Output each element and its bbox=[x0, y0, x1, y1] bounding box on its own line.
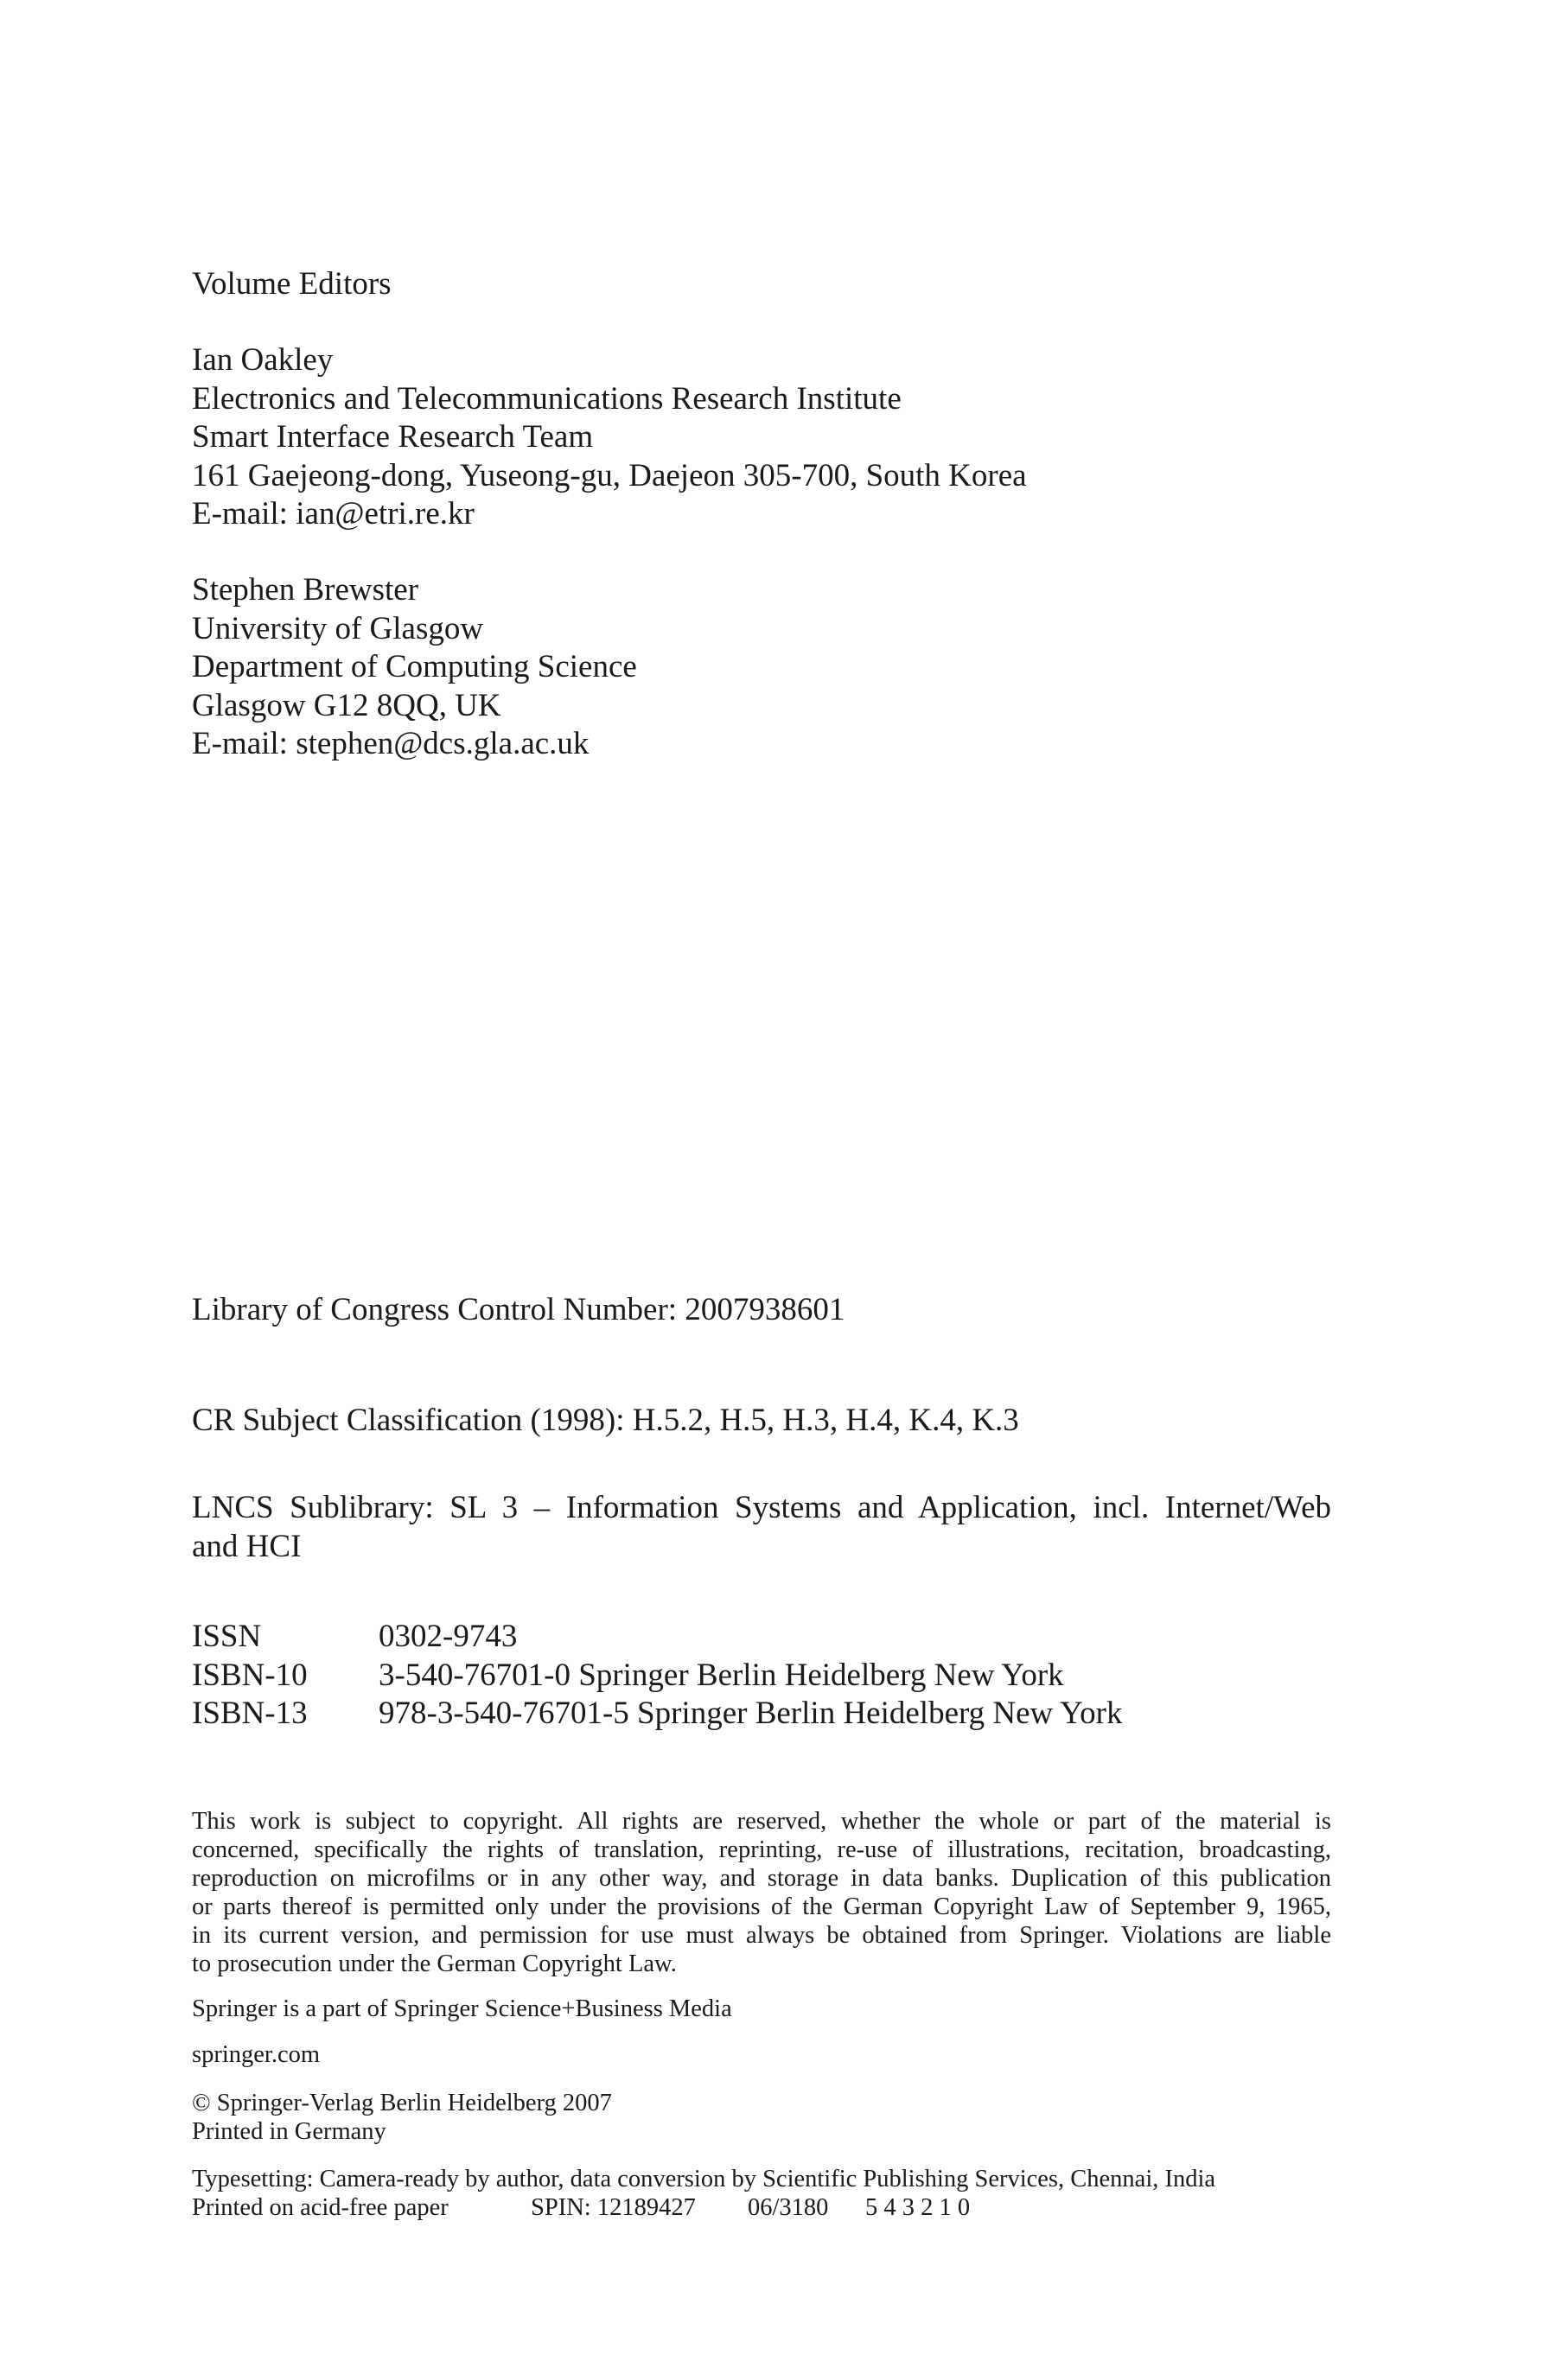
print-run: 5 4 3 2 1 0 bbox=[865, 2194, 971, 2221]
springer-part: Springer is a part of Springer Science+Business Media bbox=[192, 1995, 732, 2022]
copyright-line: This work is subject to copyright. All rights are reserved, whether the whole or part of the material is bbox=[192, 1808, 1331, 1835]
copyright-line: concerned, specifically the rights of translation, reprinting, re-use of illustrations, recitation, broadcasting, bbox=[192, 1836, 1331, 1863]
editor-street-address: Glasgow G12 8QQ, UK bbox=[192, 687, 501, 723]
springer-part-section bbox=[192, 1995, 1331, 2023]
editor-address-brewster bbox=[192, 571, 1331, 764]
identifier-label: ISSN bbox=[192, 1619, 262, 1654]
printed-in: Printed in Germany bbox=[192, 2118, 386, 2145]
editor-department: Smart Interface Research Team bbox=[192, 419, 594, 455]
lccn-section bbox=[192, 1291, 1331, 1330]
editor-address-oakley bbox=[192, 341, 1331, 534]
cr-classification-section bbox=[192, 1402, 1331, 1441]
copyright-line: to prosecution under the German Copyright Law. bbox=[192, 1950, 677, 1977]
spin-number: SPIN: 12189427 bbox=[531, 2194, 696, 2221]
editor-affiliation: University of Glasgow bbox=[192, 610, 484, 646]
typesetting-info: Typesetting: Camera-ready by author, data conversion by Scientific Publishing Services, Chennai, India bbox=[192, 2166, 1216, 2192]
copyright-notice-section bbox=[192, 2089, 1331, 2146]
editor-department: Department of Computing Science bbox=[192, 649, 637, 684]
print-info bbox=[192, 2193, 1331, 2222]
acid-free-paper: Printed on acid-free paper bbox=[192, 2194, 449, 2221]
identifiers-table bbox=[192, 1618, 1331, 1734]
volume-editors-heading: Volume Editors bbox=[192, 266, 392, 302]
editor-street-address: 161 Gaejeong-dong, Yuseong-gu, Daejeon 305-700, South Korea bbox=[192, 457, 1027, 493]
typesetting-section bbox=[192, 2165, 1331, 2222]
lccn-number: Library of Congress Control Number: 2007938601 bbox=[192, 1292, 845, 1327]
volume-editors-section bbox=[192, 265, 1331, 304]
springer-url-section bbox=[192, 2040, 1331, 2069]
lncs-sublibrary-line-2: and HCI bbox=[192, 1528, 302, 1564]
cr-classification: CR Subject Classification (1998): H.5.2, H.5, H.3, H.4, K.4, K.3 bbox=[192, 1403, 1019, 1438]
identifier-row bbox=[192, 1657, 1331, 1696]
production-code: 06/3180 bbox=[748, 2194, 829, 2221]
editor-name: Stephen Brewster bbox=[192, 572, 419, 608]
copyright-line: reproduction on microfilms or in any other way, and storage in data banks. Duplication of this publication bbox=[192, 1865, 1331, 1892]
lncs-sublibrary-line-1: LNCS Sublibrary: SL 3 – Information Systems and Application, incl. Internet/Web bbox=[192, 1490, 1331, 1525]
editor-email: E-mail: stephen@dcs.gla.ac.uk bbox=[192, 726, 590, 761]
editor-name: Ian Oakley bbox=[192, 342, 334, 378]
identifier-row bbox=[192, 1695, 1331, 1734]
identifier-value: 3-540-76701-0 Springer Berlin Heidelberg New York bbox=[379, 1657, 1064, 1693]
copyright-line: or parts thereof is permitted only under the provisions of the German Copyright Law of September 9, 1965, bbox=[192, 1893, 1331, 1920]
lncs-sublibrary-section bbox=[192, 1489, 1331, 1566]
identifier-label: ISBN-13 bbox=[192, 1696, 308, 1731]
identifier-value: 978-3-540-76701-5 Springer Berlin Heidelberg New York bbox=[379, 1696, 1123, 1731]
editor-affiliation: Electronics and Telecommunications Research Institute bbox=[192, 380, 902, 417]
copyright-paragraph bbox=[192, 1807, 1331, 1978]
springer-url: springer.com bbox=[192, 2041, 321, 2068]
identifier-value: 0302-9743 bbox=[379, 1619, 518, 1654]
copyright-line: in its current version, and permission for use must always be obtained from Springer. Violations are liable bbox=[192, 1922, 1331, 1949]
editor-email: E-mail: ian@etri.re.kr bbox=[192, 496, 475, 531]
copyright-notice: © Springer-Verlag Berlin Heidelberg 2007 bbox=[192, 2090, 612, 2116]
identifier-row bbox=[192, 1618, 1331, 1657]
identifier-label: ISBN-10 bbox=[192, 1657, 308, 1693]
